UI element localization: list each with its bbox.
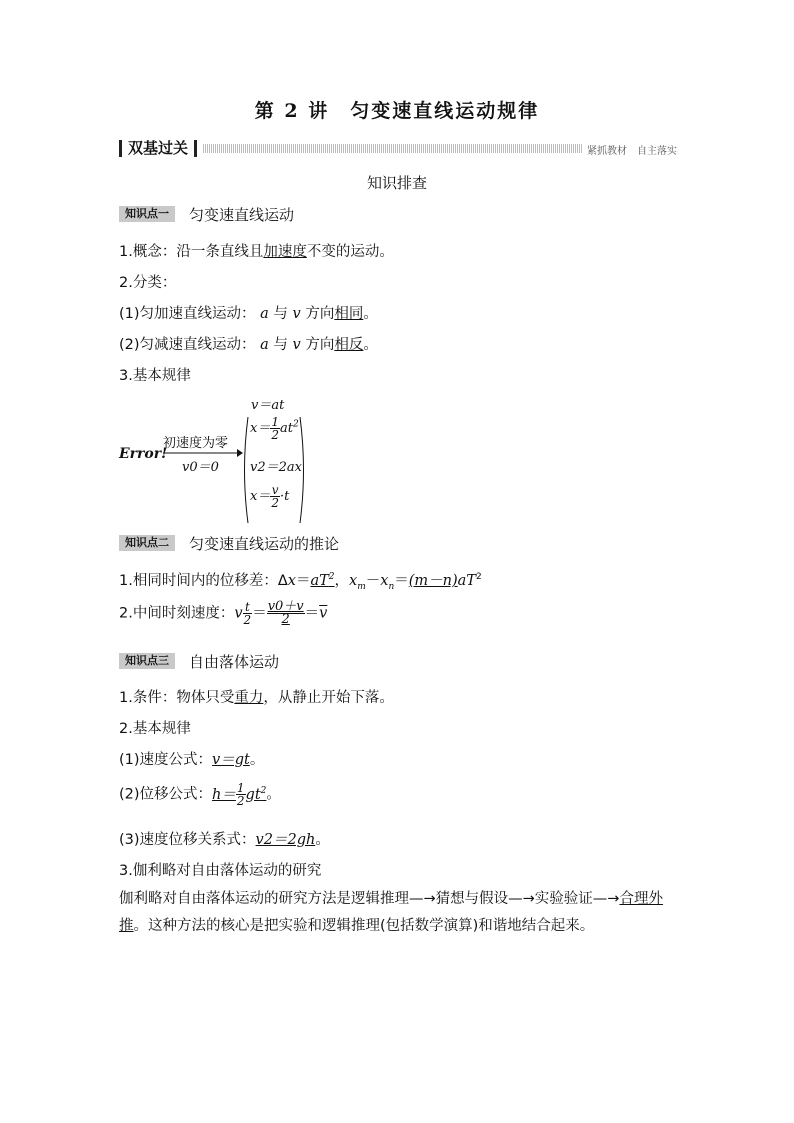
denominator: 2: [271, 496, 279, 510]
text: ·t: [279, 489, 290, 504]
kp2-badge: 知识点二: [119, 535, 175, 551]
kp3-title: 自由落体运动: [189, 652, 280, 671]
text: ＝: [252, 605, 267, 622]
kp1-concept-line: [119, 240, 394, 261]
formula-v2-2ax: v2＝2ax: [250, 460, 302, 475]
denominator: 2: [271, 428, 279, 442]
text: 1.条件：物体只受: [119, 690, 235, 706]
symbol: v: [292, 306, 301, 322]
formula-x-v-half-t: [250, 484, 289, 509]
error-text: Error!: [119, 446, 168, 462]
kp1-decel-line: [119, 333, 378, 354]
blank-answer: h＝ $\frac{1}{2}$ $gt^2$: [212, 781, 267, 808]
fraction: [236, 782, 246, 807]
text: 伽利略对自由落体运动的研究方法是逻辑推理—→猜想与假设—→实验验证—→: [119, 891, 620, 907]
average-velocity-symbol: $\overline{v}$: [319, 605, 328, 622]
numerator: v0＋v: [267, 599, 304, 614]
text: (2)匀减速直线运动：: [119, 337, 256, 353]
knowledge-point-2-header: [119, 535, 339, 551]
text: 。这种方法的核心是把实验和逻辑推理(包括数学演算)和谐地结合起来。: [133, 918, 595, 934]
text: ＝: [295, 573, 311, 589]
text: ，从静止开始下落。: [263, 690, 394, 706]
blank-answer: 加速度: [263, 244, 307, 260]
text: at: [279, 421, 293, 436]
numerator: 1: [236, 781, 245, 795]
fraction: [267, 601, 305, 626]
text: 。: [266, 786, 281, 803]
text: gt: [245, 786, 261, 803]
text: (1)匀加速直线运动：: [119, 306, 256, 322]
arrow-bottom-label: v0＝0: [182, 460, 219, 475]
kp3-displacement-formula-line: [119, 782, 281, 807]
knowledge-point-3-header: [119, 653, 279, 669]
kp3-condition-line: [119, 686, 394, 707]
text: aT: [457, 573, 476, 589]
text: (2)位移公式：: [119, 786, 213, 803]
symbol: v: [292, 337, 301, 353]
text: 不变的运动。: [306, 244, 394, 260]
text: h＝: [212, 786, 236, 803]
kp2-mid-velocity-line: [119, 601, 327, 626]
symbol: x: [349, 573, 358, 589]
fraction: [270, 416, 280, 441]
arrow-top-label: 初速度为零: [163, 436, 229, 451]
kp1-basic-law-line: 3.基本规律: [119, 368, 191, 384]
kp1-classification-line: 2.分类：: [119, 275, 177, 291]
denominator: 2: [281, 612, 290, 627]
blank-answer: 相反: [334, 337, 364, 353]
text: (1)速度公式：: [119, 752, 213, 768]
text: x＝: [250, 489, 271, 504]
kp3-velocity-formula-line: [119, 748, 264, 769]
subscript: n: [388, 581, 395, 592]
text: －: [365, 573, 381, 589]
formula-v-at: v＝at: [251, 398, 285, 413]
band-right-note: 紧抓教材 自主落实: [583, 142, 677, 157]
blank-answer: 重力: [234, 690, 264, 706]
kp1-accel-line: [119, 302, 378, 323]
numerator: t: [243, 601, 253, 614]
text: 与: [273, 306, 288, 322]
text: 1.概念：沿一条直线且: [119, 244, 264, 260]
text: 与: [273, 337, 288, 353]
text: ＝: [394, 573, 409, 589]
text: (3)速度位移关系式：: [119, 832, 256, 848]
subscript-fraction: [243, 601, 253, 626]
denominator: 2: [243, 613, 252, 627]
blank-answer: v＝gt: [212, 752, 250, 768]
text: 方向: [305, 337, 335, 353]
text: aT: [310, 573, 329, 589]
band-tag: 双基过关: [119, 140, 197, 157]
blank-answer: (m－n): [408, 573, 458, 589]
text: ，: [334, 573, 350, 589]
text: 。: [363, 306, 378, 322]
symbol: x: [287, 573, 296, 589]
numerator: v: [271, 483, 279, 497]
lecture-title: 第 2 讲 匀变速直线运动规律: [254, 100, 540, 122]
denominator: 2: [236, 794, 245, 808]
text: 方向: [305, 306, 335, 322]
blank-answer: $aT^2$: [310, 572, 335, 589]
symbol: x: [380, 573, 389, 589]
kp1-title: 匀变速直线运动: [189, 205, 295, 224]
left-paren-icon: [240, 416, 250, 524]
section-band: [119, 140, 677, 157]
text: 2.中间时刻速度：: [119, 605, 235, 622]
symbol: a: [260, 306, 269, 322]
blank-answer: v2＝2gh: [255, 832, 316, 848]
fraction: [270, 484, 280, 509]
kp2-title: 匀变速直线运动的推论: [189, 534, 340, 553]
kp3-basic-law-line: 2.基本规律: [119, 721, 191, 737]
numerator: 1: [271, 415, 279, 429]
text: 。: [249, 752, 265, 768]
kp3-galileo-paragraph: [119, 886, 679, 940]
subscript: m: [357, 581, 366, 592]
text: 。: [315, 832, 330, 848]
kp2-displacement-diff-line: 1.相同时间内的位移差：$\Delta x=aT^2$，$x_m-x_n=(m-n)aT^2$: [119, 572, 482, 592]
blank-answer: 相同: [334, 306, 364, 322]
symbol: a: [260, 337, 269, 353]
kp3-badge: 知识点三: [119, 653, 175, 669]
text: 1.相同时间内的位移差：Δ: [119, 573, 288, 589]
symbol: v: [234, 605, 243, 622]
kp3-velocity-displacement-line: [119, 828, 330, 849]
section-heading: 知识排查: [366, 174, 427, 192]
text: x＝: [250, 421, 271, 436]
text: ＝: [304, 605, 320, 622]
text: 。: [363, 337, 378, 353]
blank-answer: 合理外推: [119, 891, 663, 934]
kp3-galileo-heading: 3.伽利略对自由落体运动的研究: [119, 863, 322, 879]
formula-x-half-at2: x＝ $\frac{1}{2}$ $at^2$: [250, 415, 299, 442]
kp1-badge: 知识点一: [119, 206, 175, 222]
knowledge-point-1-header: [119, 206, 294, 222]
